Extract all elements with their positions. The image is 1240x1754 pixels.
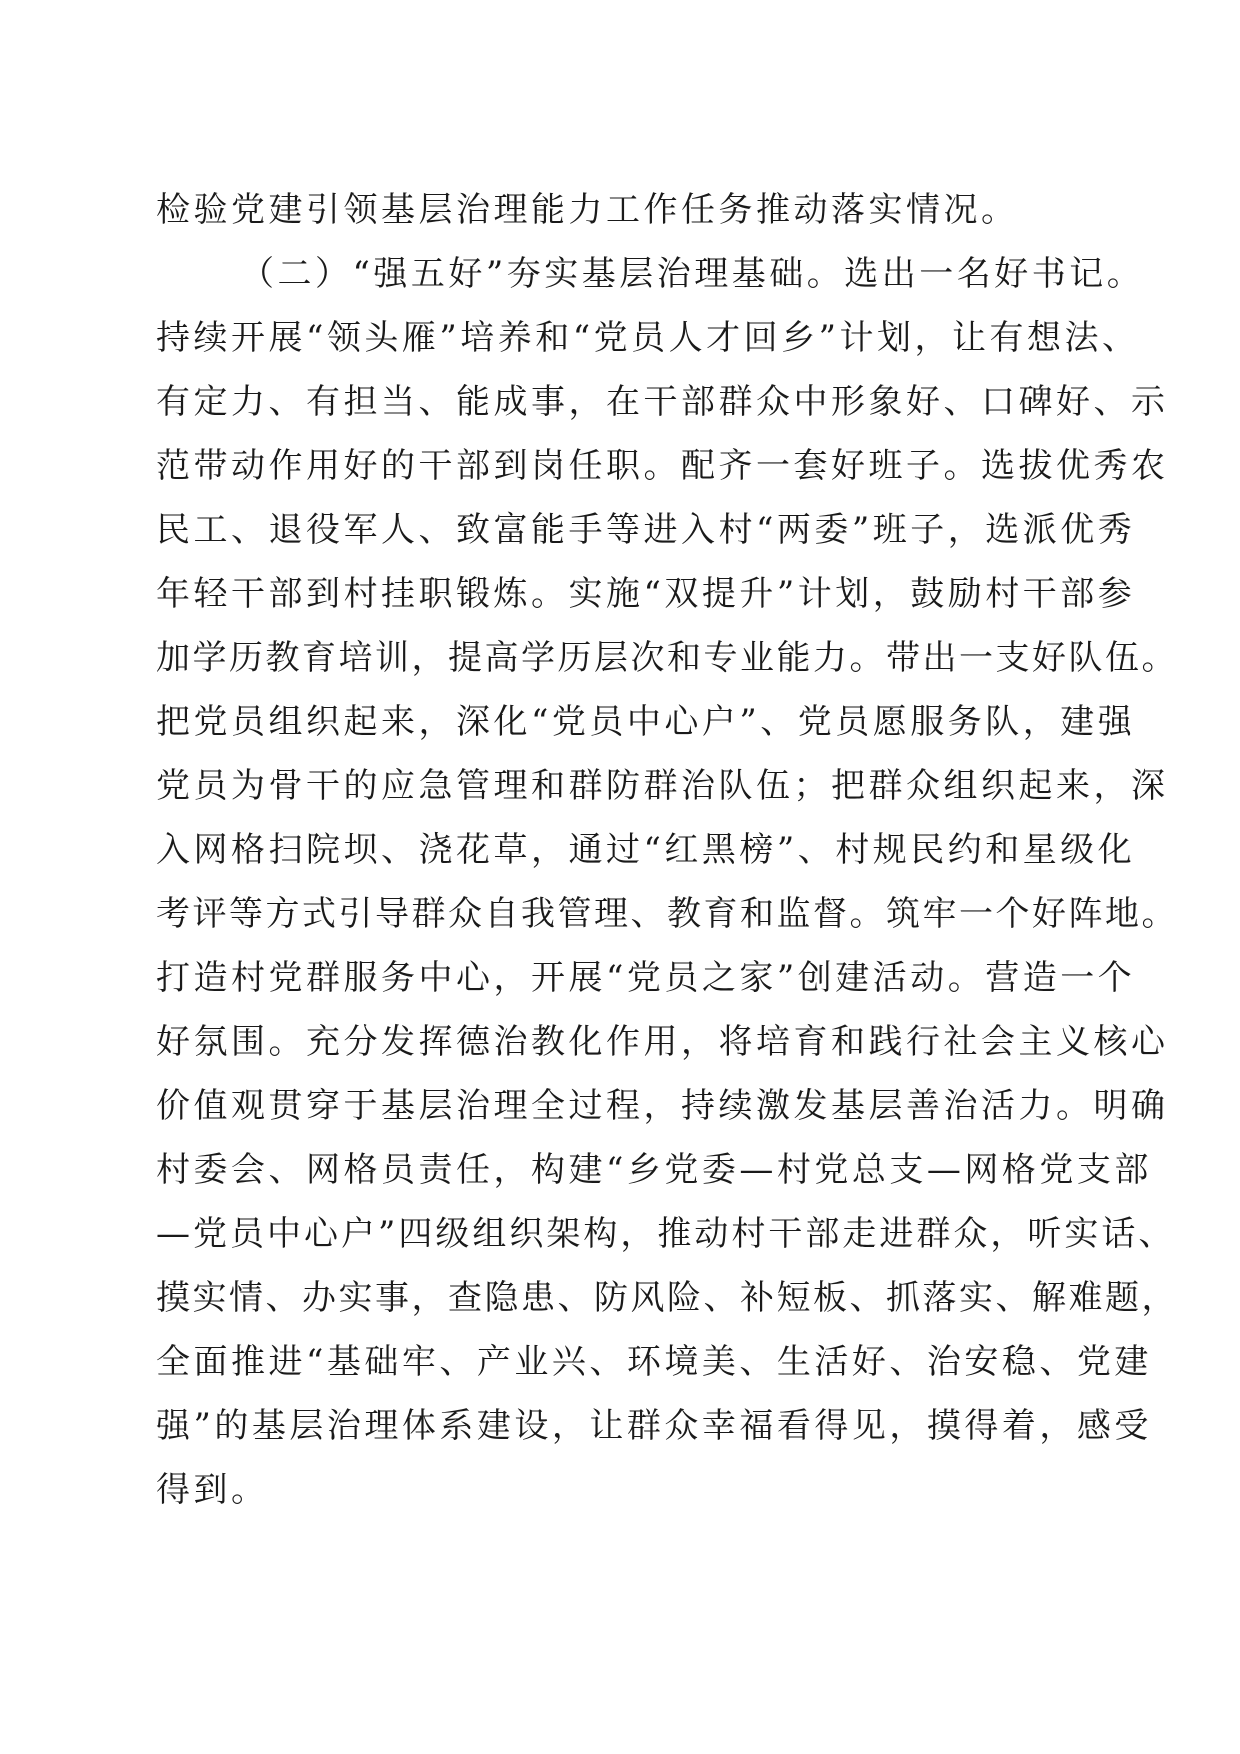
text-line: —党员中心户”四级组织架构，推动村干部走进群众，听实话、 [156, 1214, 1176, 1254]
text-line: 打造村党群服务中心，开展“党员之家”创建活动。营造一个 [156, 958, 1136, 998]
text-line: 全面推进“基础牢、产业兴、环境美、生活好、治安稳、党建 [156, 1342, 1152, 1382]
text-line: 得到。 [156, 1470, 269, 1510]
text-line: 入网格扫院坝、浇花草，通过“红黑榜”、村规民约和星级化 [156, 830, 1136, 870]
text-line: 村委会、网格员责任，构建“乡党委—村党总支—网格党支部 [156, 1150, 1152, 1190]
text-line: 年轻干部到村挂职锻炼。实施“双提升”计划，鼓励村干部参 [156, 574, 1136, 614]
section-heading-line: （二）“强五好”夯实基层治理基础。选出一名好书记。 [240, 254, 1145, 294]
text-line: 加学历教育培训，提高学历层次和专业能力。带出一支好队伍。 [156, 638, 1178, 678]
text-line: 摸实情、办实事，查隐患、防风险、补短板、抓落实、解难题， [156, 1278, 1178, 1318]
text-line: 好氛围。充分发挥德治教化作用，将培育和践行社会主义核心 [156, 1022, 1169, 1062]
text-line: 党员为骨干的应急管理和群防群治队伍；把群众组织起来，深 [156, 766, 1169, 806]
text-line: 持续开展“领头雁”培养和“党员人才回乡”计划，让有想法、 [156, 318, 1140, 358]
text-line: 民工、退役军人、致富能手等进入村“两委”班子，选派优秀 [156, 510, 1136, 550]
text-line: 考评等方式引导群众自我管理、教育和监督。筑牢一个好阵地。 [156, 894, 1178, 934]
text-line: 价值观贯穿于基层治理全过程，持续激发基层善治活力。明确 [156, 1086, 1169, 1126]
text-line: 有定力、有担当、能成事，在干部群众中形象好、口碑好、示 [156, 382, 1169, 422]
text-line: 检验党建引领基层治理能力工作任务推动落实情况。 [156, 190, 1019, 230]
text-line: 把党员组织起来，深化“党员中心户”、党员愿服务队，建强 [156, 702, 1136, 742]
text-line: 范带动作用好的干部到岗任职。配齐一套好班子。选拔优秀农 [156, 446, 1169, 486]
text-line: 强”的基层治理体系建设，让群众幸福看得见，摸得着，感受 [156, 1406, 1152, 1446]
